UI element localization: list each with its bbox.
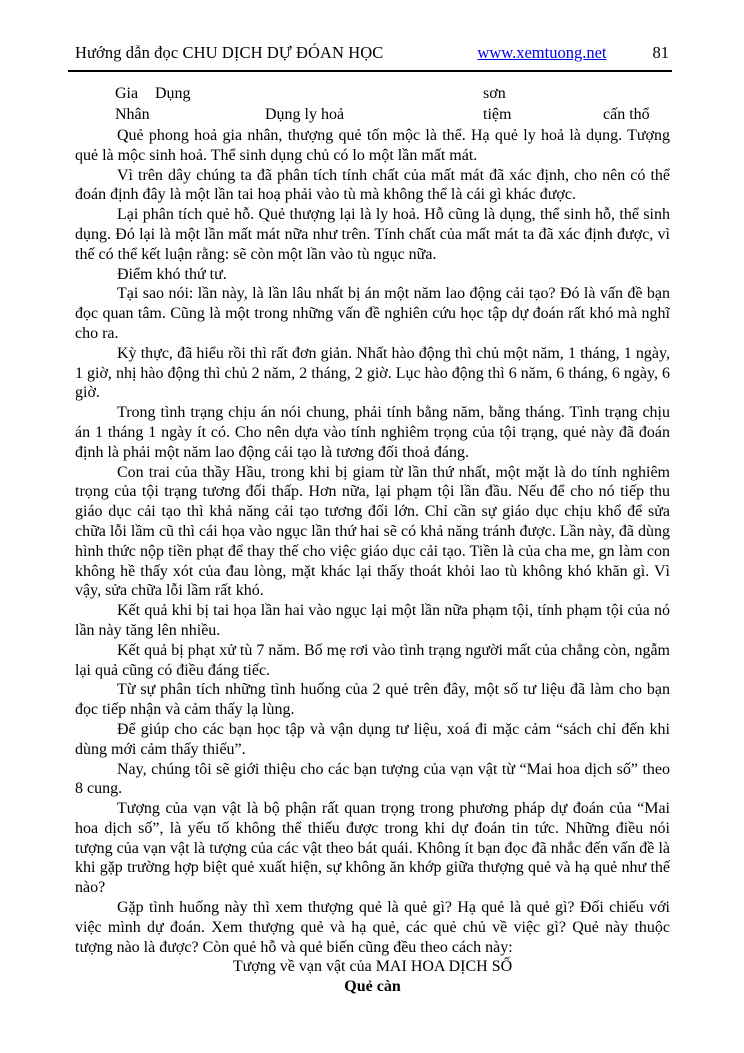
paragraph: Lại phân tích quẻ hỗ. Quẻ thượng lại là ly hoả. Hỗ cũng là dụng, thể sinh hỗ, thể sinh dụng. Đó lại là một lần mất mát nữa như trên. Tính chất của mất mát ta đã xác định được, vì thế có thể kết luận rằng: sẽ còn một lần vào tù ngục nữa. xyxy=(75,206,670,263)
hexagram-label-fragment xyxy=(75,85,670,127)
paragraph: Tại sao nói: lần này, là lần lâu nhất bị án một năm lao động cải tạo? Đó là vấn đề bạn đọc quan tâm. Cũng là một trong những vấn đề nghiên cứu học tập dự đoán rất khó mà nghĩ cho ra. xyxy=(75,285,670,342)
page-number: 81 xyxy=(652,43,669,62)
paragraph: Nay, chúng tôi sẽ giới thiệu cho các bạn tượng của vạn vật từ “Mai hoa dịch số” theo 8 cung. xyxy=(75,760,670,798)
paragraph: Quẻ phong hoả gia nhân, thượng quẻ tốn mộc là thể. Hạ quẻ ly hoả là dụng. Tượng quẻ là mộc sinh hoả. Thể sinh dụng chủ có lo một lần mất mát. xyxy=(75,127,670,164)
paragraph: Kết quả bị phạt xử tù 7 năm. Bố mẹ rơi vào tình trạng người mất của chẳng còn, ngẫm lại quả cũng có điều đáng tiếc. xyxy=(75,641,670,679)
header-website-link[interactable]: www.xemtuong.net xyxy=(477,43,607,62)
page-header xyxy=(75,43,669,63)
header-title: Hướng dẫn đọc CHU DỊCH DỰ ĐÓAN HỌC xyxy=(75,43,384,62)
body-text xyxy=(75,126,670,997)
paragraph: Vì trên dây chúng ta đã phân tích tính chất của mất mát đã xác định, cho nên có thể đoán định đây là một lần tai hoạ phải vào tù mà không thể là cái gì khác được. xyxy=(75,166,670,204)
paragraph: Gặp tình huống này thì xem thượng quẻ là quẻ gì? Hạ quẻ là quẻ gì? Đối chiếu với việc mình dự đoán. Xem thượng quẻ và hạ quẻ, các quẻ chủ về việc gì? Quẻ này thuộc tượng nào là được? Còn quẻ hỗ và quẻ biến cũng đều theo cách này: xyxy=(75,899,670,956)
diagram-label-tiem: tiệm xyxy=(483,106,512,123)
diagram-label-can-tho: cấn thổ xyxy=(603,106,650,123)
diagram-label-dung: Dụng xyxy=(155,85,191,102)
paragraph: Để giúp cho các bạn học tập và vận dụng tư liệu, xoá đi mặc cảm “sách chỉ đến khi dùng mới cảm thấy thiếu”. xyxy=(75,720,670,758)
diagram-label-gia: Gia xyxy=(115,85,139,102)
paragraph: Trong tình trạng chịu án nói chung, phải tính bằng năm, bằng tháng. Tình trạng chịu án 1 tháng 1 ngày ít có. Cho nên dựa vào tính nghiêm trọng của tội trạng, quẻ này đã đoán định là phải một năm lao động cải tạo là tương đối thoả đáng. xyxy=(75,404,670,461)
paragraph: Điểm khó thứ tư. xyxy=(117,265,227,283)
header-divider xyxy=(68,70,672,72)
diagram-label-nhan: Nhân xyxy=(115,106,150,123)
section-subtitle: Quẻ càn xyxy=(344,978,401,996)
paragraph: Từ sự phân tích những tình huống của 2 quẻ trên đây, một số tư liệu đã làm cho bạn đọc tiếp nhận và cảm thấy lạ lùng. xyxy=(75,681,670,719)
paragraph: Kết quả khi bị tai họa lần hai vào ngục lại một lần nữa phạm tội, tính phạm tội của nó lần này tăng lên nhiều. xyxy=(75,602,670,639)
paragraph: Tượng của vạn vật là bộ phận rất quan trọng trong phương pháp dự đoán của “Mai hoa dịch số”, là yếu tố không thể thiếu được trong khi dự đoán tin tức. Những điều nói tượng của vạn vật là tượng của các vật theo bát quái. Không ít bạn đọc đã nhắc đến vấn đề là khi gặp trường hợp biệt quẻ xuất hiện, sự không ăn khớp giữa thượng quẻ và hạ quẻ như thế nào? xyxy=(75,800,670,897)
paragraph: Con trai của thầy Hầu, trong khi bị giam từ lần thứ nhất, một mặt là do tính nghiêm trọng của tội trạng tương đối thấp. Hơn nữa, lại phạm tội lần đầu. Nếu để cho nó tiếp thu giáo dục cải tạo thì khả năng cải tạo tương đối lớn. Chỉ cần sự giáo dục chịu khổ để sửa chữa lỗi lầm cũ thì cái họa vào ngục lần thứ hai sẽ có khả năng tránh được. Lần này, đã dùng hình thức nộp tiền phạt để thay thế cho việc giáo dục cải tạo. Tiền là của cha me, gn làm con không hề thấy xót của đau lòng, mặt khác lại thấy thoát khỏi lao tù không khó khăn gì. Vì vậy, sửa chữa lỗi lầm rất khó. xyxy=(75,463,670,600)
diagram-label-son: sơn xyxy=(483,85,506,102)
section-title: Tượng về vạn vật của MAI HOA DỊCH SỐ xyxy=(232,958,513,976)
paragraph: Kỳ thực, đã hiểu rồi thì rất đơn giản. Nhất hào động thì chủ một năm, 1 tháng, 1 ngày, 1 giờ, nhị hào động thì chủ 2 năm, 2 tháng, 2 giờ. Lục hào động thì 6 năm, 6 tháng, 6 ngày, 6 giờ. xyxy=(75,344,670,402)
diagram-label-dung-ly-hoa: Dụng ly hoả xyxy=(265,106,345,123)
